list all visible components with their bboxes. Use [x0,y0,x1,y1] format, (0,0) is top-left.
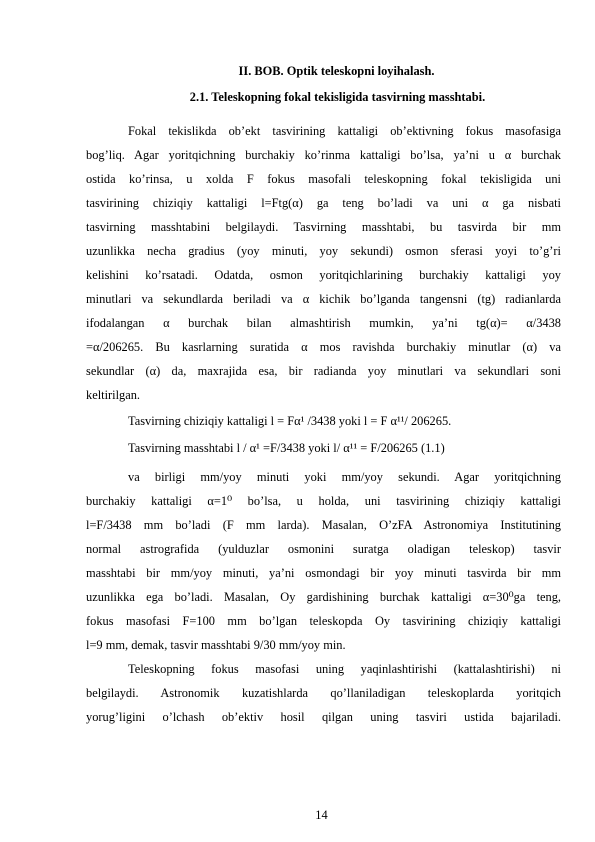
paragraph-line: Teleskopning fokus masofasi uning yaqinlashtirishi (kattalashtirishi) ni [128,662,561,676]
paragraph-line: burchakiy kattaligi α=1⁰ bo’lsa, u holda, uni tasvirining chiziqiy kattaligi [86,494,561,508]
paragraph-line: ifodalangan α burchak bilan almashtirish mumkin, ya’ni tg(α)= α/3438 [86,316,561,330]
paragraph-line: tasvirning masshtabini belgilaydi. Tasvirning masshtabi, bu tasvirda bir mm [86,220,561,234]
paragraph-line: kelishini ko’rsatadi. Odatda, osmon yoritqichlarining burchakiy kattaligi yoy [86,268,561,282]
paragraph-line: uzunlikka ega bo’ladi. Masalan, Oy gardishining burchak kattaligi α=30⁰ga teng, [86,590,561,604]
paragraph-line: masshtabi bir mm/yoy minuti, ya’ni osmondagi bir yoy minuti tasvirda bir mm [86,566,561,580]
paragraph-line: l=F/3438 mm bo’ladi (F mm larda). Masalan, O’zFA Astronomiya Institutining [86,518,561,532]
paragraph-line: keltirilgan. [86,388,141,402]
page-number: 14 [315,808,328,822]
paragraph-line: Fokal tekislikda ob’ekt tasvirining kattaligi ob’ektivning fokus masofasiga [128,124,561,138]
paragraph-line: va birligi mm/yoy minuti yoki mm/yoy sekundi. Agar yoritqichning [128,470,561,484]
paragraph-line: uzunlikka necha gradius (yoy minuti, yoy sekundi) osmon sferasi yoyi to’g’ri [86,244,561,258]
chapter-title: II. BOB. Optik teleskopni loyihalash. [238,64,435,78]
section-title: 2.1. Teleskopning fokal tekisligida tasvirning masshtabi. [189,90,486,104]
paragraph-line: normal astrografida (yulduzlar osmonini suratga oladigan teleskop) tasvir [86,542,561,556]
paragraph-line: sekundlar (α) da, maxrajida esa, bir radianda yoy minutlari va sekundlari soni [86,364,561,378]
paragraph-line: belgilaydi. Astronomik kuzatishlarda qo’llaniladigan teleskoplarda yoritqich [86,686,561,700]
paragraph-line: tasvirining chiziqiy kattaligi l=Ftg(α) ga teng bo’ladi va uni α ga nisbati [86,196,561,210]
paragraph-line: fokus masofasi F=100 mm bo’lgan teleskopda Oy tasvirining chiziqiy kattaligi [86,614,561,628]
paragraph-line: bog’liq. Agar yoritqichning burchakiy ko’rinma kattaligi bo’lsa, ya’ni u α burchak [86,148,561,162]
formula-line: Tasvirning chiziqiy kattaligi l = Fα¹ /3438 yoki l = F α¹¹/ 206265. [128,414,452,428]
paragraph-line: =α/206265. Bu kasrlarning suratida α mos ravishda burchakiy minutlar (α) va [86,340,561,354]
paragraph-line: l=9 mm, demak, tasvir masshtabi 9/30 mm/yoy min. [86,638,346,652]
paragraph-line: yorug’ligini o’lchash ob’ektiv hosil qilgan uning tasviri ustida bajariladi. [86,710,561,724]
paragraph-line: ostida ko’rinsa, u xolda F fokus masofali teleskopning fokal tekisligida uni [86,172,561,186]
paragraph-line: minutlari va sekundlarda beriladi va α kichik bo’lganda tangensni (tg) radianlarda [86,292,561,306]
formula-line: Tasvirning masshtabi l / α¹ =F/3438 yoki l/ α¹¹ = F/206265 (1.1) [128,441,445,455]
